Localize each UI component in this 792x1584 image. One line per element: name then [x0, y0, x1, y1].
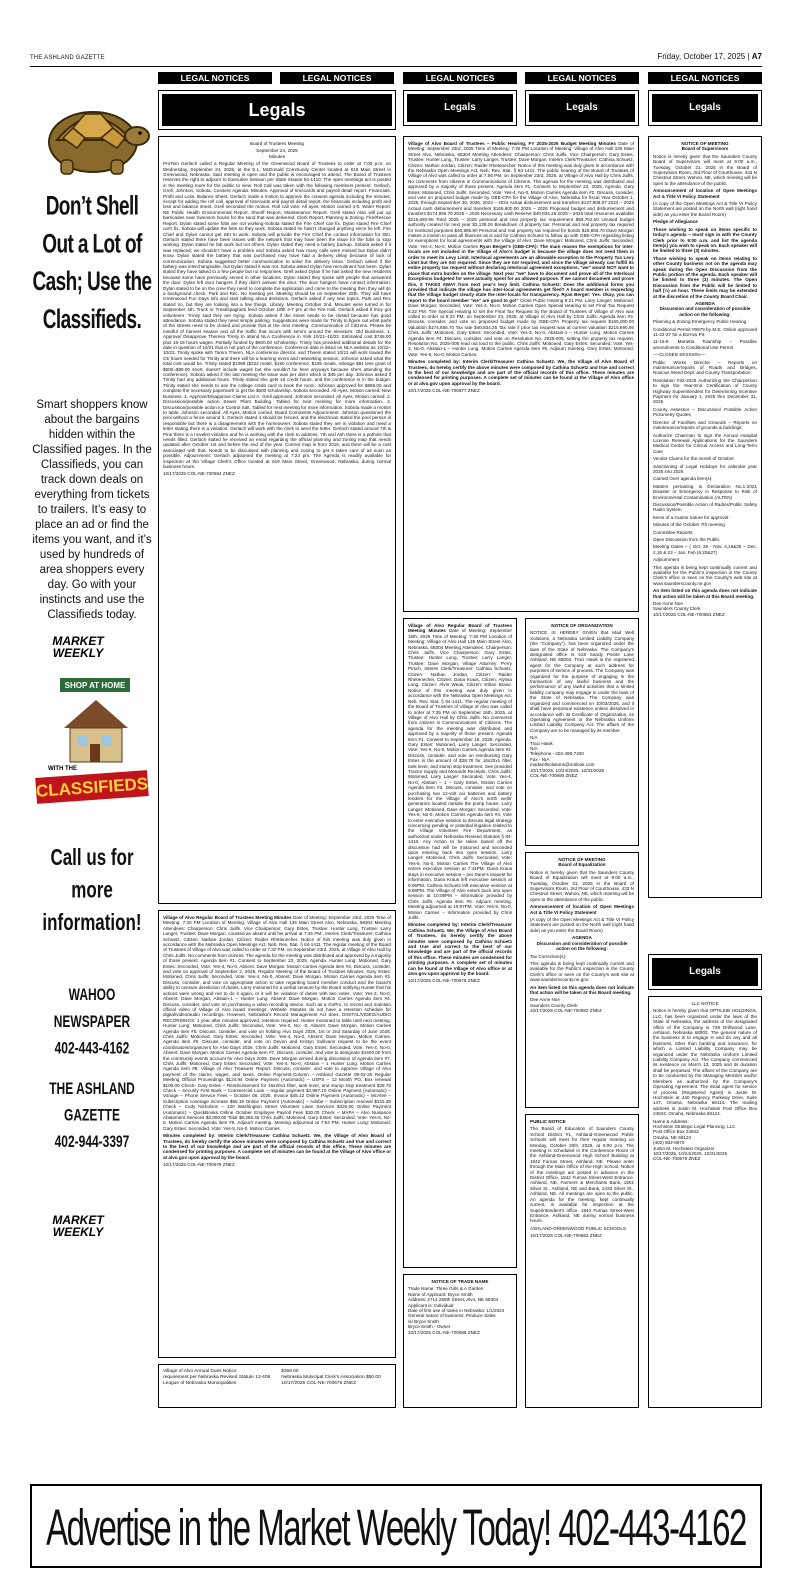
- pub-body: The Board of Education of Saunders County School District #1, Ashland-Greenwood Public Schools will meet for their regular meeting on Monday, October 20th, 2025, at 6:00 p.m. The meeting is scheduled in the Conference Room of the Ashland-Greenwood High School Building at 1842 Furnas Street, Ashland, NE. Please enter through the Main Office of the High School. Notice of the meetings are posted in advance in the District Office, 1842 Furnas Street-West Entrance, Ashland, NE, Farmers & Merchants Bank, 1501 Silver St., Ashland, NE and Bank, 2433 Silver St., Ashland, NE. All meetings are open to the public. An agenda for the meeting, kept continually current, is available for inspection at the Superintendent's office, 1842 Furnas Street-West Entrance, Ashland, NE during normal business hours.: [530, 1126, 634, 1224]
- eq-body2: This agenda is being kept continually current and available for the Public's inspection in the County Clerk's office or seen on the County's web site at www.saunderscounty.ne.gov.: [530, 960, 634, 983]
- dues-cell: $368.00: [281, 1369, 299, 1374]
- sup-title: NOTICE OF MEETING: [681, 141, 729, 146]
- gazette-name: THE ASHLAND GAZETTE: [49, 1078, 135, 1125]
- eq-ann-title: Announcement of location of Open Meetings Act & Title VI Policy Statement: [530, 904, 634, 915]
- notice-alvo-sep16: [403, 618, 517, 1268]
- legals-header-main: [158, 90, 396, 130]
- sup-agenda-item: Resolution #32-2025 Authorizing the Chairperson to sign the Year-End Certification of County Highway Superintendent for Determining Incentive Payment for January 1, 2025 thru December 31, 2025: [653, 377, 757, 405]
- sup-pledge: Pledge of Allegiance: [653, 219, 698, 225]
- llc-line: 10/17/2025, 10/24/2025, 10/31/2025: [653, 1150, 728, 1156]
- logo-line1: MARKET: [52, 634, 104, 648]
- legals-title-col4: Legals: [529, 94, 635, 122]
- sup-ann-body: (A copy of the Open Meetings Act & Title VI Policy Statement are posted on the North wall (right hand side) as you enter the Board Room): [653, 201, 757, 217]
- org-line: N/A: [530, 735, 538, 741]
- section-tab-5: LEGAL NOTICES: [648, 72, 762, 84]
- alvo16-body: Date of Meeting: September 16th, 2025 Time of Meeting: 7:30 PM Location of Meeting: Village of Alvo Hall 135 Main Street Alvo, Nebraska, 68304 Meeting Attendees: Chairperson: Chris Juilfs, Vice Chairperson: Gary Estes, Trustee: Hunter Lung, Trustee: Larry Langer, Trustee: Dave Morgan, Village Attorney: Perry Pirsch, Interim Clerk/Treasurer: Cathina Schuetz, Citizen: Nathan Jordan, Citizen: Raider Rhetenecher, Citizen: Dana Kraus, Citizen: Alyssa Long, Citizen: Alvin Weak, Citizen: Ethan Braxe. Notice of this meeting was duly given in accordance with the Nebraska Open Meetings Act, Neb. Rev. Stat. § 84-1411. The regular meeting of the Board of Trustees of Village of Alvo was called to order at 7:35 PM on September 16th, 2025, at Village of Alvo Hall by Chris Juilfs. No comments from citizens in Communications of Citizens. The agenda for the meeting was distributed and approved by a majority of those present. Agenda Item #1. Consent to September 16, 2025, Agenda. Gary Estes: Motioned, Larry Langer: Seconded, Vote: Yes-5, No-0, Motion Carries Agenda item #2. Discuss, consider, and vote on reimbursing Gary Estes in the amount of $28.78 for 16x20x1 filter, tank lever, and stump stop treatment. See provided Tractor Supply and Menards Receipts. Chris Juilfs: Motioned, Larry Langer: Seconded, Vote: Yes-4, No-0, Abstain – 1 – Gary Estes, Motion Carries Agenda item #3. Discuss, consider, and vote on purchasing two 12-volt car batteries and battery tenders for the Village of Alvo's north wells' generators located outside the pump house. Larry Langer: Motioned, Dave Morgan: Seconded, Vote: Yes-5, No-0, Motion Carries Agenda item #4. Vote to enter executive session to discuss legal strategy concerning pending or potential litigation related to the Village Volunteer Fire Department, as authorized under Nebraska Revised Statutes § 84-1410. Any Action to be taken based off the discussion had will be motioned and seconded upon entering back into open session. Larry Langer: Motioned, Chris Juilfs: Seconded, Vote: Yes-5, No-0, Motion Carries The Village of Alvo enters executive session at 7:44PM. Dana Kraus stays in executive session – per Dane's request for information. Dana Kraus left executive session at 9:06PM. Cathina Schuetz left executive session at 9:08PM. The Village of Alvo enters back into open session at 10:06PM – information provided by Chris Juilfs. Agenda item #5. Adjourn meeting. Meeting adjourned at 10:07PM. Vote: Yes-5, No-0, Motion Carries – Information provided by Chris Juilfs.: [408, 628, 512, 920]
- org-line: Fax - N/A: [530, 756, 550, 762]
- legals-title-main: Legals: [162, 94, 392, 126]
- llc-line: Omaha, NE 68124: [653, 1134, 692, 1140]
- header-rule: [30, 66, 762, 67]
- alvo16-lead: Village of Alvo Regular Board of Trustees Meeting Minutes: [408, 623, 512, 634]
- trade-line: /s/ Bryce Smith: [408, 1318, 439, 1324]
- ad-headline: Don’t Shell Out a Lot of Cash; Use the Classifieds.: [32, 192, 152, 335]
- newspaper-name: THE ASHLAND GAZETTE: [30, 55, 105, 61]
- hearing-body: Date of Meeting: September 23rd, 2025 Time of Meeting: 7:45 PM Location of Meeting: Village of Alvo Hall 135 Main Street Alvo, Nebraska, 68304 Meeting Attendees: Chairperson: Chris Juilfs, Vice Chairperson: Gary Estes, Trustee: Hunter Lung, Trustee: Larry Langer, Trustee: Dave Morgan, Interim Clerk/Treasurer: Cathina Schuetz, Citizen: Nathan Jordan, Citizen: Raider Rhetenecher. Notice of this meeting was duly given in accordance with the Nebraska Open Meetings Act, Neb. Rev. Stat. § 84-1411. The public hearing of the Board of Trustees of Village of Alvo was called to order at 7:56 PM, on September 23rd, 2025, at Village of Alvo Hall by Chris Juilfs. No comments from citizens in Communications of Citizens. The agenda for the meeting was distributed and approved by a majority of those present. Agenda item #1. Consent to September 23, 2025, Agenda. Gary Estes: Motioned, Chris Juilfs: Seconded, Vote: Yes-4, No-0, Motion Carries Agenda item #2. Discuss, consider, and vote on proposed budget made by GBE-CPA for the Village of Alvo, Nebraska for fiscal Year October 1, 2025, through September 30, 2026. 2023 – 2024 Actual disbursement and transfers $137,908.07 2024 – 2025 Actual cash disbursement and transfers $165,600.00 2025 – 2026 Proposed budget and disbursement and transfers $174,856.70 2025 – 2026 Necessary cash Reserve $40,834.25 2025 – 2026 total resources available $215,690.95 Total 2025 – 2026 personal and real property tax requirement $59,752.50 Unused budget authority created for next year $3,139.26 Breakdown of property tax: Personal and real property tax required for nonbond purposes $40,895.80 Personal and real property tax required for bonds $18,856.70 Dave Morgan makes a motion to pass all finances as is and for Cathina Schuetz to follow up with GBE-CPA regarding listing for exemptions for local agreements with the Village of Alvo. Dave Morgan: Motioned, Chris Juilfs: Seconded, Vote: Yes-4, No-0, Motion Carries: [408, 141, 634, 249]
- trade-line: Applicant is: Individual: [408, 1302, 454, 1308]
- logo2-line1: MARKET: [52, 1213, 104, 1227]
- section-tab-3: LEGAL NOTICES: [403, 72, 517, 84]
- tortoise-illustration: [33, 88, 151, 180]
- hearing-body2: Close Public Hearing 8:21 PM. Larry Langer: Motioned, Dave Morgan: Seconded, Vote: Yes-4, No-0, Motion Carries Open Special Hearing to set Final Tax Request 8:22 PM. The Special Hearing to set the Final Tax Request by the Board of Trustees of Village of Alvo was called to order at 8:22 PM, on September 23, 2025, at Village of Alvo Hall by Chris Juilfs. Agenda item #3. Discuss, consider, and vote on proposed budget made by GBE-CPA Property tax request $165,000.00 Valuation $174,856.70 Tax rate $40,834.25 Tax rate if prior tax request was at current valuation $215,690.95 Chris Juilfs: Motioned, Gary Estes: Seconded, Vote: Yes-3, No-0, Abstain-1 – Hunter Lung. Motion Carries Agenda item #4. Discuss, consider, and vote on Resolution No. 2025-005, setting the property tax request. Resolution No. 2025-005 read out loud to the public. Chris Juilfs: Motioned, Gary Estes: Seconded, Vote: Yes-3, No-0, Abstain-1 – Hunter Lung. Motion Carries Agenda item #5. Adjourn meeting. Gary Estes: Motioned, Vote: Yes-5, No-0, Motion Carries.: [408, 297, 634, 357]
- alvo16-code: 10/17/2025 COL-NE-700676 ZNEZ: [408, 978, 480, 984]
- llc-line: Hochstein Strategic Legal Planning, LLC: [653, 1123, 736, 1129]
- call-text: Call us for more information!: [42, 844, 142, 936]
- market-weekly-banner-ad: [30, 1484, 762, 1568]
- issue-date-text: Friday, October 17, 2025 |: [657, 52, 750, 61]
- page-header: [30, 52, 762, 66]
- sup-sign: Saunders County Clerk: [653, 606, 701, 612]
- section-tab-1: LEGAL NOTICES: [158, 72, 272, 84]
- alvo23-lead: Village of Alvo Regular Board of Trustees Meeting Minutes: [163, 915, 292, 920]
- greenwood-body: ProTem Gerlach called a Regular Meeting of the Greenwood Board of Trustees to order at 7:00 p.m. on Wednesday, September 24, 2025, at the E.L. McDonald Community Center located at 619 Main Street in Greenwood, Nebraska. Said meeting is open and the public is encouraged to attend. The Board of Trustees reserves the right to adjourn to Executive Session per State Statute 84-1410. The open meetings act is posted in the meeting room for the public to view. Roll Call was taken with the following members present: Gerlach, Grell, Johnson, Sobota. Consent Agenda. Minutes. Approval of timecards and payroll detail report. Financials. Profit and Loss. Balance Sheet. Gerlach made a motion to approve the consent agenda including the minutes, except for adding the roll call, approval of timecards and payroll detail report, the financials including profit and loss and balance sheet. Grell seconded the motion. Roll call vote: All ayes. Motion carried 4-0. Water Report. NE Public Health Environmental Report. Sheriff Report. Maintenance Report. Grell stated Alan will put up barricades near Swenson house for the sand that was delivered. Clerk Report. Planning & Zoning. Fire/Rescue Report. Dylan stated some fobs are not working-Sobota stated the Fire Chief can fix. Dylan stated Fire Chief can't fix, Sobota will update the fobs so they work. Sobota stated he hasn't changed anything since he left. Fire Chief and Dylan cannot get SEI to work. Sobota will provide the Fire Chief the contact information for SEI. Gerlach stated there have been issues with the network that may have been the issue for the fobs to stop working. Dylan stated he fab work but not others. Dylan stated they need a battery backup. Sobota asked if it was replaced; we shouldn't have a problem and Sobota asked how many calls were missed but Dylan didn't know. Dylan stated the battery that was purchased may have had a delivery delay because of lack of communication. Sobota suggested better communication to solve the delivery issue. Gerlach asked if the battery was interchangeable, but Dylan stated it was not. Sobota asked Dylan how recruitment has been. Dylan stated they have talked to a few people but no responses. Grell asked Dylan if he has asked the new residents because some have previously served in other locations. Dylan stated they spoke with people that answered the door. Dylan left door hangers if they didn't answer the door. The door hangers have contact information. Dylan stated to be on the crew they need to complete the application and come to the meeting then they will do a background check. Park and Rec. No meeting yet. Meeting should be on September 25th. They will have Greenwood Fun Days info and start talking about decisions. Gerlach asked if any new topics. Park and Rec stated no, but they are looking into a few things. Library. Meeting October 2nd. Minutes were turned in for September 4th. Truck or Treat/spaghetti feed October 18th 4-7 pm at the Fire Hall. Gerlach asked if they got volunteers. Trinity said they are trying. Sobota asked if the street needs to be closed because has good attendance. Sobota stated they need simple parking. Suggestions were made for Trinity to figure out what parts of the streets need to be closed and provide that at the next meeting. Communication of Citizens. Please be mindful of harvest season and all the traffic that incurs with semi's around the elevators. Old Business. 1. Approve/ Disapprove Theresa Trinity to attend NLA Conference in York 10/21–10/23. Estimated cost $745.00 plus 16-18 hours wages. Partially funded by $600.00 scholarship. Trinity has provided additional details for the date in question of 10/21 that is not part of the conference. Conference date is listed on NLA website as 10/22–10/23. Trinity spoke with Tamm Theem, NLA conference director, and Theem stated 10/21 will work toward the CE hours needed for Trinity and there will be a learning event and networking session. Johnson asked what the total cost would be. Trinity stated $1098 ($322 motel, $150 conference, $135 meals, mileage $91 less grant of $600=$98.00 short, doesn't include wages but she wouldn't be here anyways because she's attending the conference). Sobota asked if the last meeting the issue was per diem which is $45 per day. Johnson asked if Trinity had any additional hours. Trinity stated she gets 16 credit hours, and the conference is in the budget. Trinity stated she needs to use the college credit card to book the room. Johnson approved for $686.00 and complete the necessary paperwork to get the $600 scholarship. Sobota seconded. All Ayes. Motion carried. New Business. 1. Approve/Disapprove Claims List A. Grell approved. Johnson seconded. All Ayes. Motion carried. 2. Discussion/possible action Sewer Plant Building. Tabled for next meeting for more information. 3. Discussion/possible action Ice Control Salt. Tabled for next meeting for more information. Sobota made a motion to table. Johnson seconded. All Ayes. Motion carried. Board Comments Adjournment. Johnson questioned the pool without a fence around it. Gerlach stated it should be fenced, and the electrician stated the pool person is responsible but there is a disagreement with the homeowner. Sobota stated they are in violation and need a letter stating there is a violation. Gerlach will work with the clerk to send the letter. Gerlach stated around 7th & Pine there is a novelist violation and he is working with the clerk to address, 7th and Ash there is a pothole that needs filled. Gerlach stated he received an email regarding the official planning and zoning map that needs updated after October 1st and before the end of the year. Current map is from 2016, and there will be a cost associated with that. Needs to be discussed with planning and zoning to get it taken care of as soon as possible. Adjournment: Gerlach adjourned the meeting at 7:24 pm. The Agenda is readily available for inspection at the Village Clerk's Office located at 619 Main Street, Greenwood, Nebraska, during normal business hours.: [163, 161, 391, 469]
- legals-title-col3: Legals: [407, 94, 513, 122]
- llc-line: Name & Address:: [653, 1118, 689, 1124]
- dues-cell: Village of Alvo Annual Dues Notice: [163, 1369, 237, 1374]
- notice-llc: [648, 996, 762, 1408]
- page-number: A7: [751, 52, 762, 61]
- trade-line: Address: 2714 258th Street, Alvo, NE 68304: [408, 1297, 499, 1303]
- trade-title: NOTICE OF TRADE NAME: [431, 1279, 489, 1284]
- sup-sub: Board of Supervisors: [681, 146, 729, 152]
- notice-alvo-hearing: [403, 136, 639, 612]
- notice-public: [525, 1114, 639, 1408]
- llc-title: LLC NOTICE: [691, 1001, 719, 1006]
- eq-code: 10/17/2025 COL-NE-700682 ZNEZ: [530, 1008, 602, 1014]
- sup-ann-title: Announcement of location of Open Meetings Act & Title VI Policy Statement: [653, 188, 757, 199]
- hearing-lead: Village of Alvo Board of Trustees – Public Hearing, FY 2025-2026 Budget Meeting Minutes: [408, 141, 616, 146]
- trade-line: Name of Applicant: Bryce Smith: [408, 1291, 473, 1297]
- org-line: 10/17/2025, 10/24/2025, 10/31/2025: [530, 767, 605, 773]
- sup-agenda-item: Conditional Permit #9579 by M.E. Online approved 11-22-27 for a Borrow Pit.: [653, 326, 757, 337]
- sup-agenda-item: Planning & Zoning Emergency Public Hearing: [653, 319, 747, 325]
- legals-header-col4: [525, 90, 639, 126]
- dues-cell: League of Nebraska Municipalities: [163, 1381, 237, 1386]
- trade-line: General nature of business: Produce Sales: [408, 1313, 496, 1319]
- sup-agenda: AGENDA: [695, 300, 715, 306]
- sup-agenda-item: Director of Facilities and Grounds – Reports on maintenance/repairs of grounds & buildings:: [653, 419, 757, 431]
- sup-body2: This agenda is being kept continually current and available for the Public's inspection in the County Clerk's office or seen on the County's web site at www.saunderscounty.ne.gov: [653, 564, 757, 586]
- sup-disclaimer: An item listed on this agenda does not indicate that action will be taken at this Board meeting.: [653, 588, 757, 599]
- org-line: Telephone - 402-490-7400: [530, 751, 584, 757]
- sup-agenda-list: [653, 319, 757, 562]
- logo-line2: WEEKLY: [52, 646, 104, 659]
- sup-agenda-item: Items of a routine nature for approval:: [653, 514, 730, 520]
- eq-disclaimer: An item listed on this agenda does not indicate that action will be taken at this Board meeting.: [530, 984, 634, 995]
- contact-block: [30, 982, 154, 1304]
- sup-speak-rule-1: Those wishing to speak on items specific to today's agenda – must sign in with the County Clerk prior to 9:00 a.m. and list the agenda item(s) you wish to speak on. Each speaker will be limited to three (3) minutes.: [653, 226, 757, 254]
- notice-organization: [525, 618, 639, 846]
- sup-sign: Dee Anne Noe: [653, 601, 683, 607]
- trade-line: Bryce Smith - Owner: [408, 1324, 451, 1330]
- logo2-line2: WEEKLY: [52, 1225, 104, 1238]
- dues-cell: 10/17/2025 COL-NE-700675 ZNEZ: [281, 1381, 357, 1386]
- sup-speak-rule-2: Those wishing to speak on items relating to other County business not on the agenda may speak during the Open Discussion from the Public portion of the agenda. Each speaker will be limited to three (3) minutes. The Open Discussion from the Public will be limited to half (½) an hour. These limits may be extended at the discretion of the County Board Chair.: [653, 255, 757, 299]
- llc-body: Notice is hereby given that OPTILEIB HOLDINGS, LLC, has been organized under the laws of the State of Nebraska, the address of the designated office of the Company is 739 Driftwood Lane, Ashland, Nebraska 68003. The general nature of the business is to engage in and do any and all business, other than banking and insurance, for which a Limited Liability Company may be organized under the Nebraska Uniform Limited Liability Company Act. The Company commenced its existence on March 13, 2025 and its duration shall be perpetual. The affairs of the Company are to be conducted by the Managing Member and/or Members as authorized by the Company's Operating Agreement. The initial agent for service of process (Registered Agent) is Justin M. Hochstein at 440 Regency Parkway Drive, Suite 147, Omaha, Nebraska 68114. The mailing address is Justin M. Hochstein Post Office Box 24842, Omaha, Nebraska 68124.: [653, 1008, 757, 1117]
- eq-agenda-sub: Discussion and consideration of possible action on the following:: [536, 940, 628, 952]
- notice-supervisors: [648, 136, 762, 898]
- trade-code: 10/17/2025 COL-NE-700686 ZNEZ: [408, 1329, 480, 1335]
- dues-cell: Nebraska Municipal Clerk's Association $50.00: [281, 1375, 381, 1380]
- org-title: NOTICE OF ORGANIZATION: [551, 623, 613, 628]
- pub-code: 10/17/2025 COL-NE-700683 ZNEZ: [530, 1233, 602, 1239]
- shop-house-illustration: [34, 678, 150, 828]
- wahoo-name: WAHOO NEWSPAPER: [53, 984, 131, 1031]
- sup-body: Notice is hereby given that the Saunders County Board of Supervisors will meet at 9:00 a.m., Tuesday, October 21, 2025 in the Board of Supervisors Room, 3rd Floor of Courthouse, 433 N Chestnut Street, Wahoo, NE, which meeting will be open to the attendance of the public.: [653, 153, 757, 186]
- legals-title-col5: Legals: [652, 94, 758, 122]
- eq-title: NOTICE OF MEETING: [558, 857, 606, 862]
- ad-body: Smart shoppers know about the bargains hidden within the Classified pages. In the Classifieds, you can track down deals on everything from tickets to trailers. It’s easy to place an ad or find the items you want, and it’s used by hundreds of area shoppers every day. Go with your instincts and use the Classifieds today.: [32, 399, 152, 621]
- legals-title-col5-lower: Legals: [652, 958, 758, 986]
- pub-sign: ASHLAND-GREENWOOD PUBLIC SCHOOLS: [530, 1225, 626, 1231]
- llc-line: Post Office Box 24842: [653, 1129, 699, 1135]
- shop-label: SHOP AT HOME: [64, 681, 126, 690]
- org-line: N/A: [530, 745, 538, 751]
- sup-agenda-item: Open Discussion from the Public: [653, 537, 720, 542]
- notice-greenwood-minutes: [158, 136, 396, 904]
- eq-sign: Dee Anne Noe: [530, 997, 560, 1003]
- pub-title: PUBLIC NOTICE: [530, 1119, 566, 1124]
- sup-agenda-item: Authorize Chairman to sign the Annual Hospital License Renewal Applications for the Saunders Medical Center for Critical Access and Long-Term Care: [653, 432, 757, 454]
- hearing-code: 10/17/2025 COL-NE-700677 ZNEZ: [408, 388, 480, 394]
- sup-agenda-item: Committee Reports: [653, 529, 693, 535]
- notice-alvo-sep23: [158, 910, 396, 1358]
- wahoo-phone: 402-443-4162: [54, 1038, 130, 1058]
- sup-agenda-item: County Assessor – Discussion/ Possible Action Pictometry Quotes: [653, 406, 757, 418]
- dues-row-3: [163, 1381, 391, 1387]
- classifieds-ad: [30, 88, 154, 1238]
- eq-sub: Board of Equalization: [558, 862, 606, 868]
- sup-agenda-item: Vendor Claims for the month of October: [653, 456, 734, 462]
- legals-header-col5-lower: [648, 954, 762, 990]
- org-line: Traci Hawk: [530, 740, 553, 746]
- eq-ann-body: (A copy of the Open Meetings Act & Title VI Policy Statement are posted on the North wall (right hand side) as you enter the Board Room): [530, 917, 634, 933]
- eq-agenda-body: Tax Correction(s):: [530, 953, 567, 959]
- greenwood-date: September 24, 2025: [256, 148, 298, 154]
- greenwood-code: 10/17/2025 COL-NE-700684 ZNEZ: [163, 471, 235, 477]
- alvo16-certification: Minutes completed by: Interim Clerk/Treasurer Cathina Schuetz. We, the Village of Alvo Board of Trustees, do hereby certify the above minutes were composed by Cathina Schuetz and true and correct to the best of our knowledge and are part of the official records of this office. These minutes are condensed for printing purposes. A complete set of minutes can be found at the Village of Alvo office or at alvo.gov upon approval by the board.: [408, 922, 512, 976]
- classifieds-banner: CLASSIFIEDS: [35, 774, 149, 801]
- sup-agenda-item: Discussion/Possible Action of Radios/Public Safety Radio System: [653, 501, 757, 513]
- notice-alvo-dues: [158, 1364, 396, 1408]
- dues-table: [163, 1369, 391, 1387]
- notice-trade-name: [403, 1274, 517, 1408]
- sup-agenda-item: Adjournment: [653, 557, 680, 563]
- shop-at-home-graphic: [34, 678, 150, 828]
- section-tab-4: LEGAL NOTICES: [525, 72, 639, 84]
- hearing-berger: Ryan Berger's (GBE-CPA): The main reason the exemptions for inter-locals are not included in the Village of Alvo's budget is because the village does not need them in order to meet its Levy Limit. Interlocal agreements are an allowable exception to the Property Tax Levy Limit but they are not required. Since they are not required, and since the village already can fulfill its entire property tax request without declaring interlocal agreement exceptions, "we" would NOT want to place that extra burden on the village. Next year "we" have to document and prove all of the Interlocal Exceptions budgeted for were actually spent for an allowed purpose. If we cannot document and prove this, it TAKES AWAY from next year's levy limit. Cathina Schuetz: Does the additional forms you provided that indicate the village has inter-local agreements get filed? A board member is requesting that the Village budget clearly state the inter-locals for transparency. Ryan Berger: Yes. Okay, you can report to the board member "we" are good to go!": [408, 243, 634, 303]
- gazette-phone: 402-944-3397: [54, 1131, 130, 1152]
- sup-agenda-item: Public Works Director – Reports on maintenance/repairs of Roads and Bridges, Noxious Weed Dept. and County Transportation:: [653, 359, 757, 376]
- legals-header-col5: [648, 90, 762, 126]
- alvo23-certification: Minutes completed by: Interim Clerk/Treasurer Cathina Schuetz. We, the Village of Alvo Board of Trustees, do hereby certify the above minutes were composed by Cathina Schuetz and true and correct to the best of our knowledge and are part of the official records of this office. These minutes are condensed for printing purposes. A complete set of minutes can be found at the Village of Alvo office or at alvo.gov upon approval by the board.: [163, 1133, 391, 1160]
- llc-line: (402) 682-8970: [653, 1140, 685, 1146]
- notice-equalization: [525, 852, 639, 1108]
- sup-agenda-item: Minutes of the October 7th meeting: [653, 522, 725, 528]
- section-tabs: [158, 72, 762, 84]
- sup-code: 10/17/2025 COL-NE-700681 ZNEZ: [653, 611, 725, 617]
- llc-code: COL-NE-700679 ZNEZ: [653, 1156, 701, 1162]
- sup-agenda-item: 11-15-8. Marietta Township – Possible amendments to Conditional Use Permit: [653, 339, 757, 350]
- issue-date: [657, 52, 762, 61]
- greenwood-title: Board of Trustees Meeting: [250, 141, 304, 146]
- eq-agenda: AGENDA: [572, 935, 592, 941]
- org-body: NOTICE IS HEREBY GIVEN that Mad Well Solutions, a Nebraska Limited Liability Company (the "Company"), has been organized under the laws of the State of Nebraska. The Company's designated office is 518 Sandy Pointe Lane Ashland, NE 68003. Traci Hawk is the registered agent for the Company at such address for purposes of service of process. The Company was organized for the purpose of engaging in the transaction of any lawful business and the performance of any lawful activities that a limited liability company may engage in under the laws of the State of Nebraska. The Company was organized and commenced on 10/03/2025, and it shall have perpetual existence unless dissolved in accordance with its Certificate of Organization, its Operating Agreement or the Nebraska Uniform Limited Liability Company Act. The affairs of the Company are to be managed by its member.: [530, 630, 634, 733]
- greenwood-minutes-label: Minutes: [268, 153, 286, 159]
- sup-agenda-item: Matters pertaining to Declaration No.1-2021 Disaster or Emergency in Response to Risk of Environmental Contamination (ALTEN): [653, 483, 757, 500]
- alvo23-code: 10/17/2025 COL-NE-700678 ZNEZ: [163, 1162, 235, 1168]
- sup-agenda-item: Sanctioning of Legal Holidays for calendar year 2025 into 2026: [653, 463, 757, 474]
- sup-agenda-sub: Discussion and consideration of possible action on the following:: [659, 306, 751, 317]
- alvo23-body: Date of Meeting: September 23rd, 2025 Time of Meeting: 7:30 PM Location of Meeting: Village of Alvo Hall 135 Main Street Alvo, Nebraska, 68304 Meeting Attendees: Chairperson: Chris Juilfs, Vice Chairperson: Gary Estes, Trustee: Hunter Lung, Trustee: Larry Langer, Trustee: Dave Morgan, counted as absent until his arrival at 7:45 PM., Interim Clerk/Treasurer: Cathina Schuetz, Citizen: Nathan Jordan, Citizen: Raider Rhetenecher. Notice of this meeting was duly given in accordance with the Nebraska Open Meetings Act, Neb. Rev. Stat. § 84-1411. The regular meeting of the Board of Trustees of Village of Alvo was called to order at 7:32 PM, on September 23rd, 2025, at Village of Alvo Hall by Chris Juilfs. No comments from citizens. The agenda for the meeting was distributed and approved by a majority of those present. Agenda Item #1. Consent to September 23, 2025, Agenda. Hunter Lung: Motioned, Gary Estes: Seconded, Vote: Yes-4, No-0, Absent: Dave Morgan. Motion Carries Agenda item #2. Discuss, consider, and vote on approval of September 2, 2025, Regular Meeting of the Board of Trustees Minutes, Gary Estes: Motioned, Chris Juilfs: Seconded, Vote: Yes-4, No-0, Absent: Dave Morgan. Motion Carries Agenda item #3. Discuss, consider, and vote on appropriate action to take regarding board member conduct and the board's ability to censure dereliction of duties. Larry motioned for a verbal censure by the Board notifying Hunter that his actions were wrong and not to do it again, or it will be violation of duties with two votes. Vote: Yes-3, No-0, Absent: Dave Morgan, Abstain-1 – Hunter Lung. Absent: Dave Morgan. Motion Carries Agenda item #4. Discuss, consider, and vote on purchasing a video recording device, such as a GoPro, to record and maintain official video of Village of Alvo board meetings. Website Statutes do not have a retention schedule for digital/video/audio recordings. However, Nebraska's Record Management Act does. DIGITAL/VIDEO/AUDIO RECORDINGS: 1 year after minutes approved, retention required. Hunter motioned to table until next meeting. Hunter Lung: Motioned, Chris Juilfs: Seconded, Vote: Yes-0, No: -0, Absent: Dave Morgan. Motion Carries Agenda item #5. Discuss, consider, and vote on holding Alvo Days 2026, 1st or 2nd Saturday of June 2026. Chris Juilfs: Motioned, Gary Estes: Seconded, Vote: Yes-4, No-0, Absent: Dave Morgan. Motion Carries. Agenda item #6. Discuss, consider, and vote on Devon and Kristyn Sullivans request to be the event coordinators/organizers for Alvo Days 2026. Chris Juilfs: Motioned, Gary Estes: Seconded, Vote: Yes-4, No-0, Absent: Dave Morgan. Motion Carries Agenda item #7. Discuss, consider, and vote to designate $1500.00 from the community events account for Alvo Days 2026. Dave Morgan arrived during discussion of Agenda item #7. Chris Juilfs: Motioned, Gary Estes: Seconded, Vote: Yes-4, No-0, Abstain – 1 Hunter Lung. Motion Carries Agenda item #8. Village of Alvo Treasurer Report. Discuss, consider, and vote to approve Village of Alvo payment of the claims, wages, and taxes. Online Payment-Column – Ashland Gazette 09-02-25 Regular Meeting Official Proceedings $124.94 Online Payment (Automatic) – USPS – 12 Month PO. Box renewal $106.00 Check- Gary Estes – Reimbursement for 16x20x1 filter, tank lever, and stump stop treatment $28.78 Check – Security First Bank – Commercial Loan – regular payment $4,997.10 Online Payment (Automatic) – Vonage – Phone Service Fees – October 08, 2025, Invoice $45.12 Online Payment (Automatic) – McAfee – Subscription coverage increase $65.19 Online Payment (Automatic) – Adobe – Subscription renewal $315.35 Check – Cody Nicholson – 130 Washington Street Volunteer Lawn Services $320.00 Online Payment (Automatic) – QuickBooks Online October Employee Payroll Fees $30.00 Check – MAPA – Alvo Nuisance Abatement Services $2,000.00 Total $8,265.46 Chris Juilfs: Motioned, Gary Estes: Seconded, Vote: Yes-5, No-0. Motion Carries Agenda item #9. Adjourn meeting. Meeting adjourned at 7:54 PM. Hunter Lung: Motioned, Gary Estes: Seconded, Vote: Yes-5, No-0. Motion Carries.: [163, 915, 391, 1131]
- dues-cell: requirement per Nebraska Revised Statute 13-408: [163, 1375, 271, 1380]
- hearing-certification: Minutes completed by: Interim Clerk/Treasurer Cathina Schuetz. We, the Village of Alvo Board of Trustees, do hereby certify the above minutes were composed by Cathina Schuetz and true and correct to the best of our knowledge and are part of the official records of this office. These minutes are condensed for printing purposes. A complete set of minutes can be found at the Village of Alvo office or at alvo.gov upon approval by the board.: [408, 359, 634, 386]
- org-line: madwellsolutions@outlook.com: [530, 762, 595, 768]
- eq-sign: Saunders County Clerk: [530, 1002, 578, 1008]
- org-code: COL-NE-700690 ZNEZ: [530, 772, 578, 778]
- market-weekly-logo: [30, 633, 126, 659]
- section-tab-2: LEGAL NOTICES: [280, 72, 394, 84]
- llc-line: Justin M. Hochstein Organizer: [653, 1145, 715, 1151]
- trade-line: Date of first use of name in Nebraska: 1/1/2024: [408, 1308, 505, 1314]
- with-the-label: WITH THE: [48, 766, 77, 772]
- eq-body: Notice is hereby given that the Saunders County Board of Equalization will meet at 9:00 a.m., Tuesday, October 21, 2025 in the Board of Supervisors Room, 3rd Floor of Courthouse, 433 N Chestnut Street, Wahoo, NE, which meeting will be open to the attendance of the public.: [530, 869, 634, 902]
- sup-agenda-item: Meeting Dates – ( Oct. 28 - Nov. 4,18&25 – Dec. 2,16 & 23 – Jan. Feb.(6,20&27): [653, 544, 757, 555]
- sup-agenda-item: ----CLOSED SESSION----: [653, 352, 706, 358]
- legals-header-col3: [403, 90, 517, 126]
- trade-line: Trade Name: Three Girls & A Garden: [408, 1286, 484, 1292]
- sup-agenda-item: Carried Over agenda item(s):: [653, 476, 713, 482]
- banner-ad-text: Advertise in the Market Weekly Today! 402-443-4162: [46, 1498, 746, 1556]
